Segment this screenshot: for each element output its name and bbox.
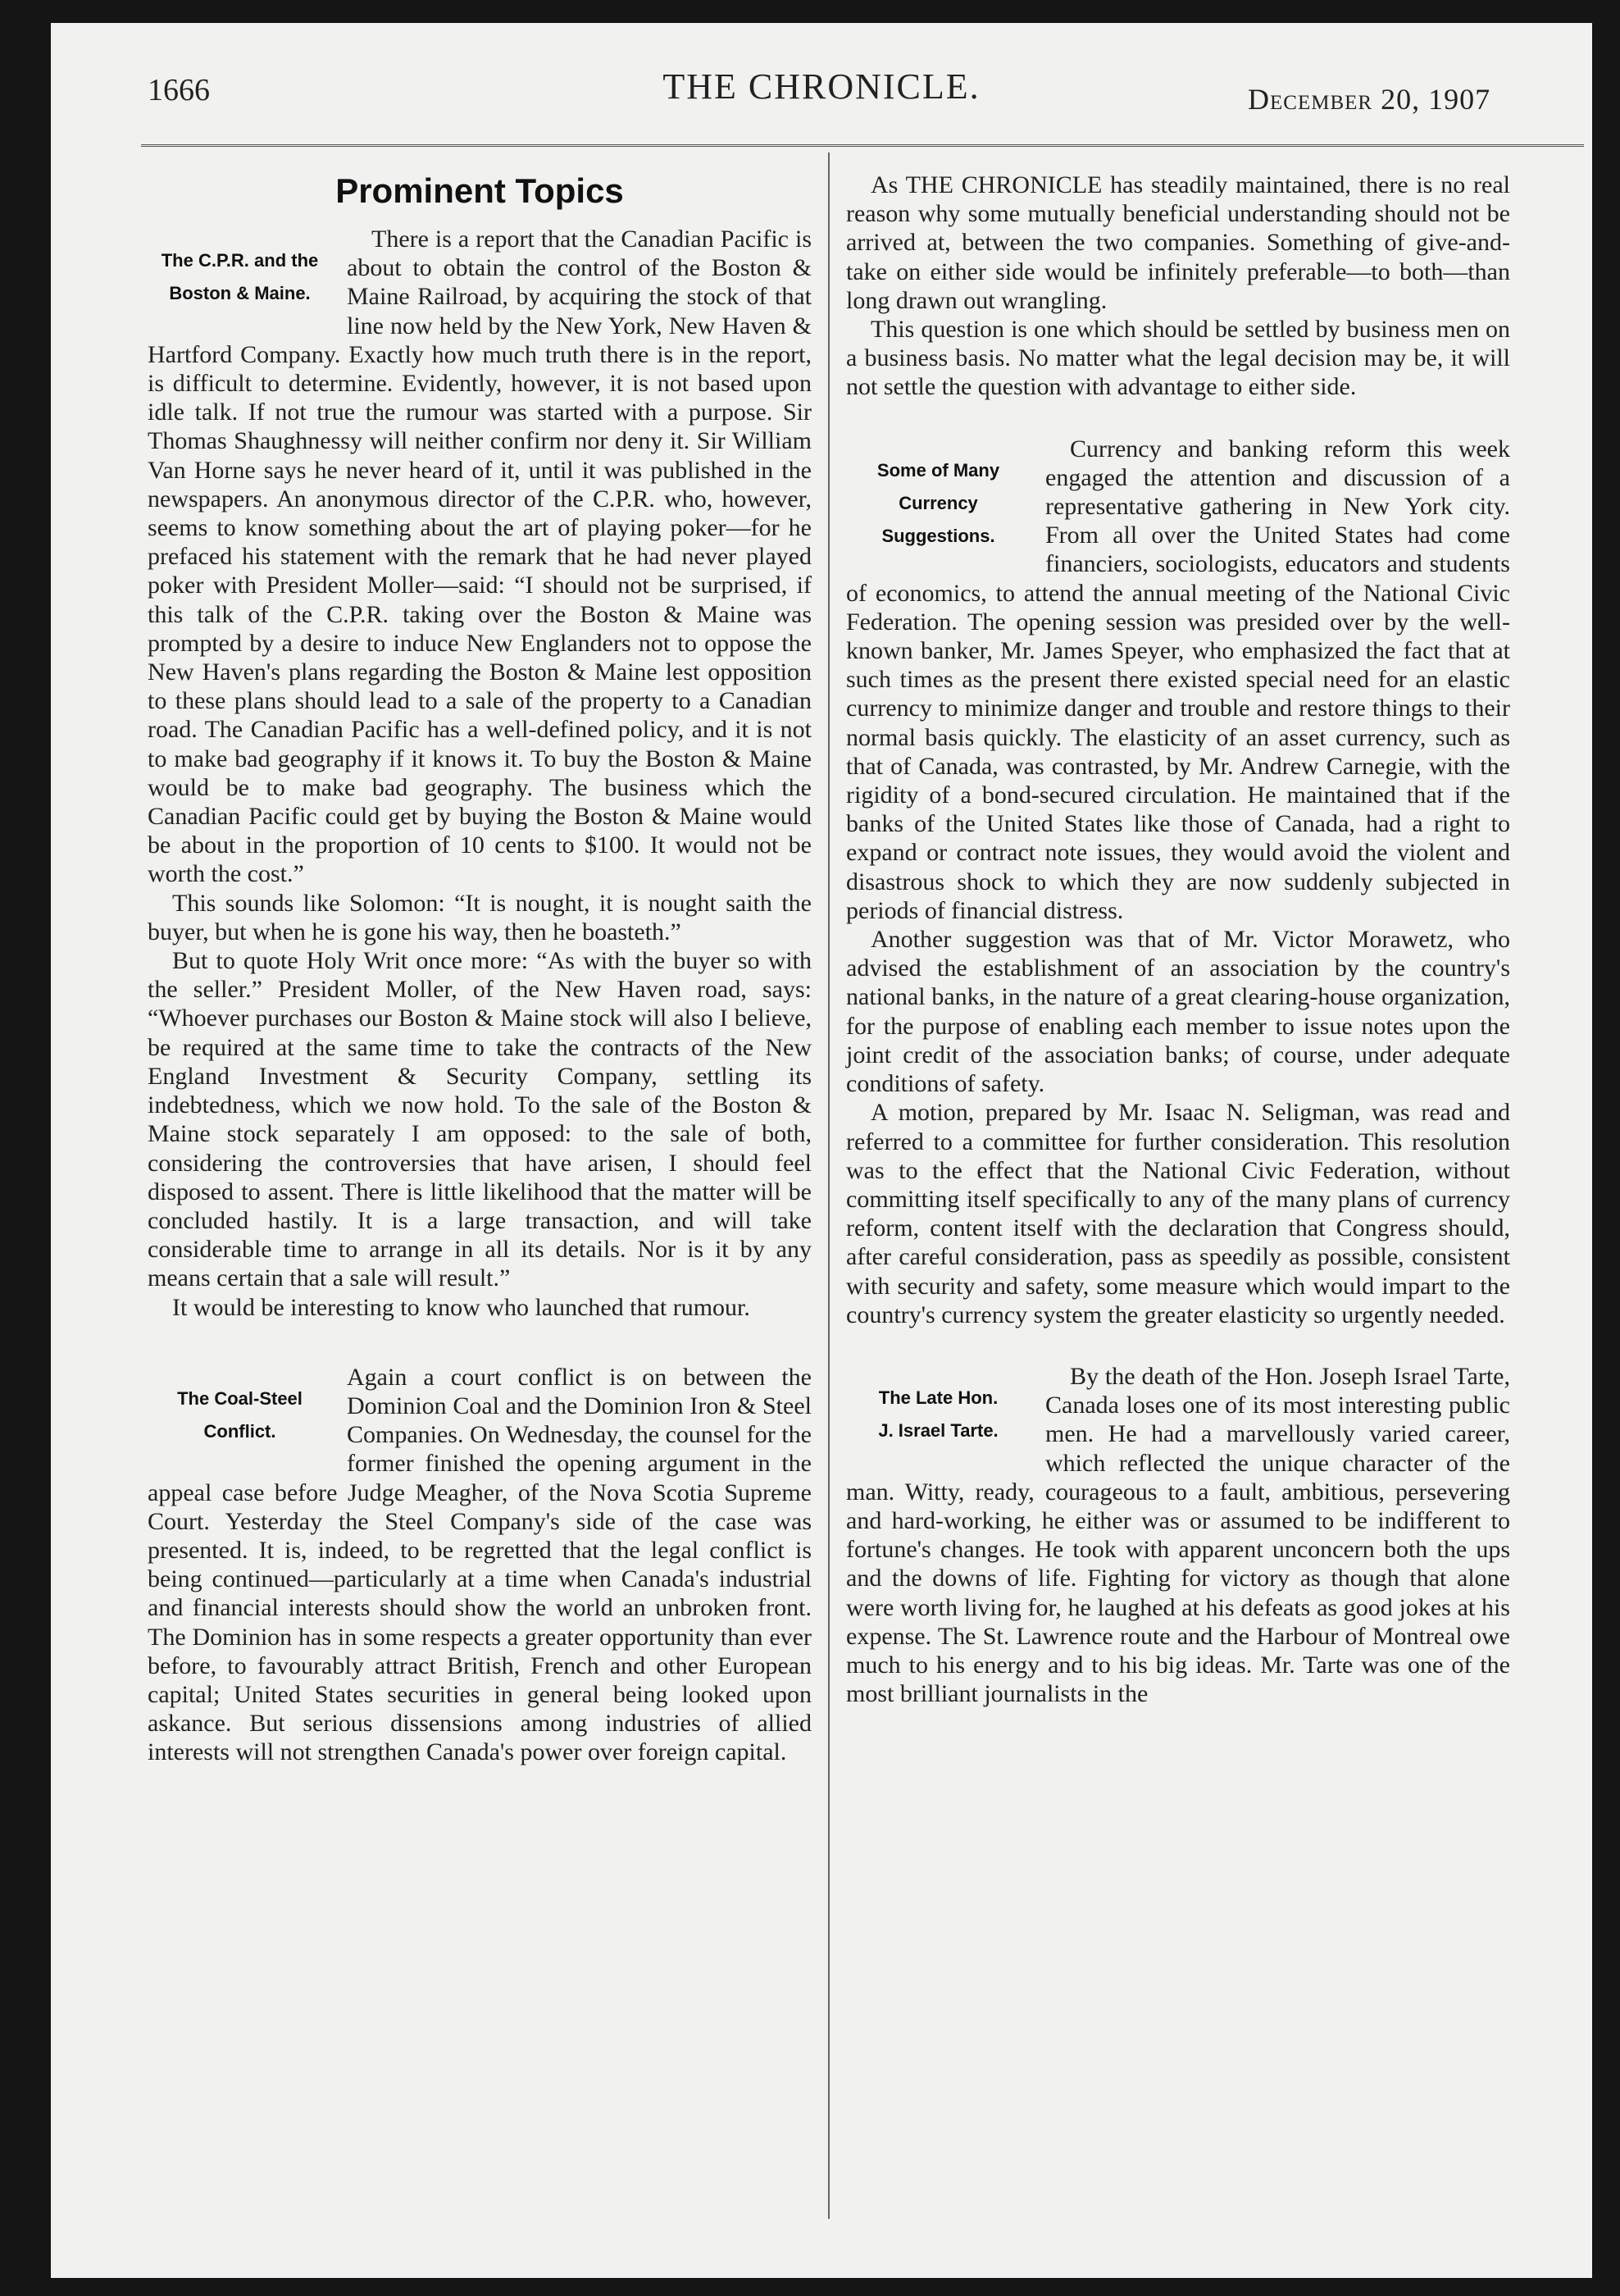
article-paragraph: Currency and banking reform this week engaged the attention and discussion of a representative gathering in New York city. From all over the United States had come financiers, sociologists, educators and students of economics, to attend the annual meeting of the National Civic Federation. The opening session was presided over by the well-known banker, Mr. James Speyer, who emphasized the fact that at such times as the present there existed special need for an elastic currency to minimize danger and trouble and restore things to their normal basis quickly. The elasticity of an asset currency, such as that of Canada, was contrasted, by Mr. Andrew Carnegie, with the rigidity of a bond-secured circulation. He maintained that if the banks of the United States like those of Canada, had a right to expand or contract note issues, they would avoid the violent and disastrous shock to which they are now suddenly subjected in periods of financial distress. — [846, 435, 1510, 924]
sidehead-cpr — [148, 244, 332, 310]
article-paragraph: There is a report that the Canadian Pacific is about to obtain the control of the Boston & Maine Railroad, by acquiring the stock of that line now held by the New York, New Haven & Hartford Company. Exactly how much truth there is in the report, is difficult to determine. Evidently, however, it is not based upon idle talk. If not true the rumour was started with a purpose. Sir Thomas Shaughnessy will neither confirm nor deny it. Sir William Van Horne says he never heard of it, until it was published in the newspapers. An anonymous director of the C.P.R. who, however, seems to know something about the art of playing poker—for he prefaced his statement with the remark that he had never played poker with President Moller—said: “I should not be surprised, if this talk of the C.P.R. taking over the Boston & Maine was prompted by a desire to induce New Englanders not to oppose the New Haven's plans regarding the Boston & Maine lest opposition to these plans should lead to a sale of the property to a Canadian road. The Canadian Pacific has a well-defined policy, and it is not to make bad geography if it knows it. To buy the Boston & Maine would be to make bad geography. The business which the Canadian Pacific could get by buying the Boston & Maine would be about in the proportion of 10 cents to $100. It would not be worth the cost.” — [148, 226, 812, 888]
article-paragraph: Another suggestion was that of Mr. Victor Morawetz, who advised the establishment of an association by the country's national banks, in the nature of a great clearing-house organization, for the purpose of enabling each member to issue notes upon the joint credit of the association banks; of course, under adequate conditions of safety. — [846, 926, 1510, 1098]
article-paragraph: By the death of the Hon. Joseph Israel Tarte, Canada loses one of its most interesting public men. He had a marvellously varied career, which reflected the unique character of the man. Witty, ready, courageous to a fault, ambitious, persevering and hard-working, he either was or assumed to be indifferent to fortune's changes. He took with apparent unconcern both the ups and the downs of life. Fighting for victory as though that alone were worth living for, he laughed at his defeats as good jokes at his expense. The St. Lawrence route and the Harbour of Montreal owe much to his energy and to his big ideas. Mr. Tarte was one of the most brilliant journalists in the — [846, 1362, 1510, 1708]
issue-date: December 20, 1907 — [1248, 83, 1491, 116]
sidehead-line: The Late Hon. — [878, 1387, 999, 1408]
article-paragraph: But to quote Holy Writ once more: “As with the buyer so with the seller.” President Moller, of the New Haven road, says: “Whoever purchases our Boston & Maine stock will also I believe, be required at the same time to take the contracts of the New England Investment & Security Company, settling its indebtedness, which we now hold. To the sale of the Boston & Maine stock separately I am opposed: to the sale of both, considering the controversies that have arisen, I should feel disposed to assent. There is little likelihood that the matter will be concluded hastily. It is a large transaction, and will take considerable time to arrange in all its details. Nor is it by any means certain that a sale will result.” — [148, 947, 812, 1292]
article-paragraph: A motion, prepared by Mr. Isaac N. Seligman, was read and referred to a committee for further consideration. This resolution was to the effect that the National Civic Federation, without committing itself specifically to any of the many plans of currency reform, content itself with the declaration that Congress should, after careful consideration, pass as speedily as possible, consistent with security and safety, some measure which would impart to the country's currency system the greater elasticity so urgently needed. — [846, 1099, 1510, 1328]
sidehead-coal-steel — [148, 1383, 332, 1448]
sidehead-tarte — [846, 1382, 1031, 1447]
article-paragraph: This question is one which should be settled by business men on a business basis. No matter what the legal decision may be, it will not settle the question with advantage to either side. — [846, 316, 1510, 401]
sidehead-line: The Coal-Steel — [177, 1387, 303, 1409]
article-spacer — [846, 402, 1510, 435]
sidehead-currency — [846, 454, 1031, 553]
journal-title: THE CHRONICLE. — [662, 66, 981, 107]
article-spacer — [148, 1322, 812, 1363]
page-number: 1666 — [148, 73, 210, 107]
sidehead-line: Currency — [899, 492, 978, 513]
article-spacer — [846, 1329, 1510, 1362]
sidehead-line: Conflict. — [203, 1420, 276, 1442]
newspaper-page — [51, 23, 1592, 2278]
column-divider — [828, 153, 830, 2219]
left-column — [148, 162, 812, 1767]
sidehead-line: J. Israel Tarte. — [878, 1419, 999, 1441]
sidehead-line: Suggestions. — [881, 525, 995, 546]
section-title: Prominent Topics — [335, 171, 624, 210]
right-column — [846, 171, 1510, 1708]
article-paragraph: This sounds like Solomon: “It is nought, it is nought saith the buyer, but when he is gone his way, then he boasteth.” — [148, 889, 812, 945]
sidehead-line: The C.P.R. and the — [161, 250, 319, 271]
sidehead-line: Some of Many — [876, 459, 1000, 481]
article-paragraph: Again a court conflict is on between the Dominion Coal and the Dominion Iron & Steel Companies. On Wednesday, the counsel for the former finished the opening argument in the appeal case before Judge Meagher, of the Nova Scotia Supreme Court. Yesterday the Steel Company's side of the case was presented. It is, indeed, to be regretted that the legal conflict is being continued—particularly at a time when Canada's industrial and financial interests should show the world an unbroken front. The Dominion has in some respects a greater opportunity than ever before, to favourably attract British, French and other European capital; United States securities in general being looked upon askance. But serious dissensions among industries of allied interests will not strengthen Canada's power over foreign capital. — [148, 1363, 812, 1766]
masthead — [51, 23, 1592, 146]
sidehead-line: Boston & Maine. — [169, 283, 311, 303]
article-paragraph: As THE CHRONICLE has steadily maintained, there is no real reason why some mutually beneficial understanding should not be arrived at, between the two companies. Something of give-and-take on either side would be infinitely preferable—to both—than long drawn out wrangling. — [846, 171, 1510, 314]
article-paragraph: It would be interesting to know who launched that rumour. — [172, 1293, 750, 1321]
header-rule — [141, 144, 1584, 147]
